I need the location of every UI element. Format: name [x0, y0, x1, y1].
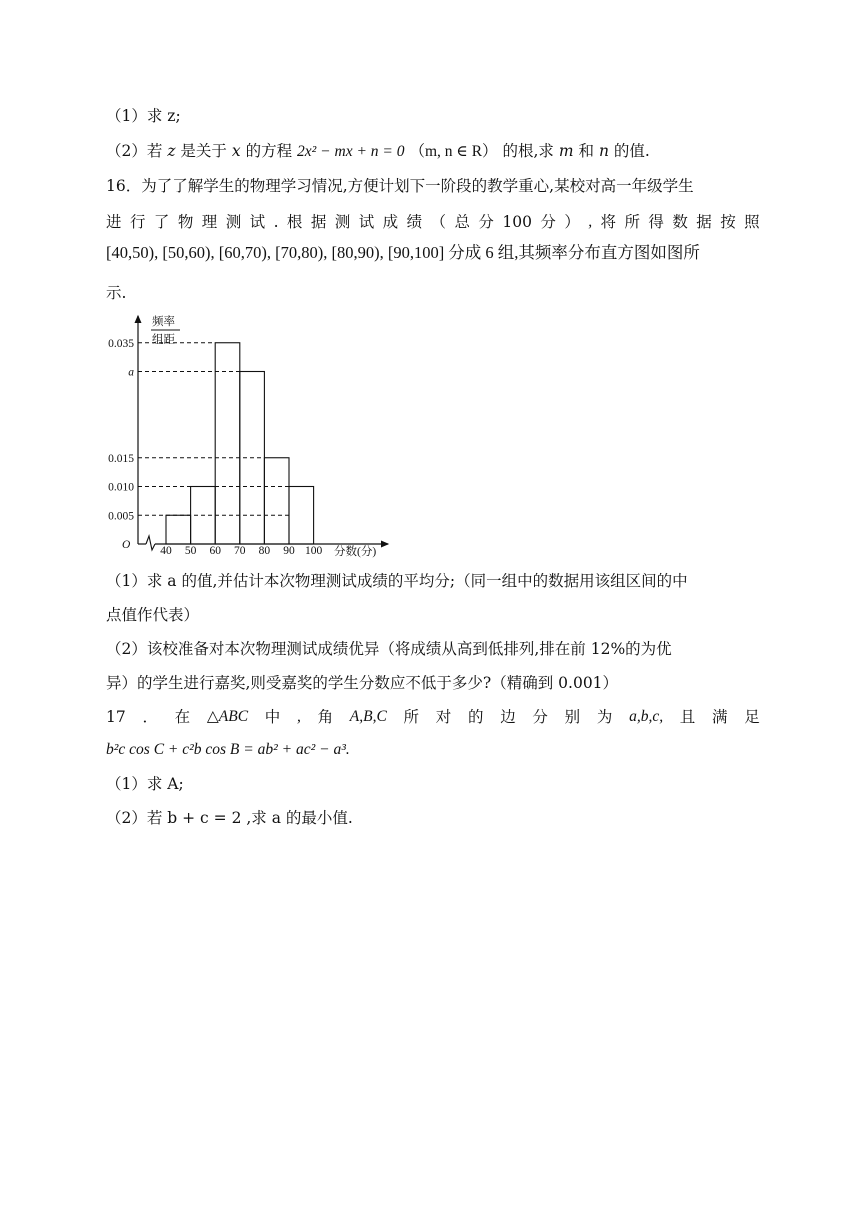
q15-part2-text-a: （2）若 — [106, 142, 163, 160]
q15-part2-text-b: 是关于 — [180, 142, 227, 160]
q15-condition: （m, n ∈ R） — [409, 143, 498, 160]
q17-part1: （1）求 A; — [106, 775, 184, 793]
q17-line1-word: 对 — [435, 708, 452, 726]
x-tick-label: 40 — [160, 545, 172, 557]
q17-part2: （2）若 b + c = 2 ,求 a 的最小值. — [106, 809, 353, 827]
q16-line2-word: . — [273, 213, 279, 231]
q16-line2-word: 根 — [286, 213, 303, 231]
q16-line2-word: 将 — [600, 213, 617, 231]
q17-line1-word: 且 — [679, 708, 696, 726]
q15-part2-text-f: 的值. — [613, 142, 650, 160]
ylabel-top: 频率 — [152, 316, 175, 328]
q16-line2-word: 测 — [225, 213, 242, 231]
histogram-bar — [289, 487, 314, 545]
q16-line1: 16．为了了解学生的物理学习情况,方便计划下一阶段的教学重心,某校对高一年级学生 — [106, 177, 694, 195]
var-z: z — [167, 142, 176, 160]
q16-line2-word: 照 — [744, 213, 760, 231]
y-tick-label: 0.005 — [108, 510, 134, 523]
q15-part2-text-d: 的根,求 — [502, 142, 554, 160]
q16-line2-word: 成 — [382, 213, 399, 231]
y-tick-labels — [108, 338, 134, 523]
q16-line2-word: 绩 — [406, 213, 423, 231]
q16-line2-word: 试 — [249, 213, 266, 231]
q17-line1-word: 在 — [174, 708, 191, 726]
q17-line1-word: A,B,C — [349, 708, 387, 725]
xlabel: 分数(分) — [334, 546, 377, 558]
q17-line1-word: 角 — [317, 708, 334, 726]
q16-part2-a: （2）该校准备对本次物理测试成绩优异（将成绩从高到低排列,排在前 12%的为优 — [106, 640, 672, 658]
y-tick-label: 0.035 — [108, 337, 134, 350]
q16-line2-word: 总 — [454, 213, 470, 231]
q16-line2-word: 据 — [310, 213, 327, 231]
q16-line2-word: ） — [564, 213, 580, 231]
q16-line4: 示. — [106, 284, 127, 302]
q17-line1 — [106, 707, 760, 727]
q17-line1-word: 的 — [467, 708, 484, 726]
q15-part2-text-c: 的方程 — [245, 142, 293, 160]
q16-intervals: [40,50), [50,60), [60,70), [70,80), [80,90), [90,100] 分成 6 组,其频率分布直方图如图所 — [106, 243, 700, 262]
x-tick-label: 80 — [258, 545, 271, 557]
q16-line2-word: （ — [430, 213, 447, 231]
q16-line2-word: 进 — [106, 213, 122, 231]
q17-line1-word: a,b,c, — [629, 708, 664, 725]
y-tick-label: 0.010 — [108, 481, 134, 494]
q16-line2-word: 分 — [540, 213, 556, 231]
q16-part1-b: 点值作代表） — [106, 606, 200, 624]
q16-line2-word: 理 — [201, 213, 218, 231]
q16-line2-word: 100 — [502, 213, 532, 231]
x-tick-label: 50 — [184, 545, 197, 557]
var-x: x — [231, 142, 241, 160]
x-tick-label: 70 — [234, 545, 246, 557]
q17-line1-word: , — [297, 708, 301, 725]
axis-break-icon — [146, 536, 155, 550]
q16-line2 — [106, 212, 760, 232]
q16-line2-word: 数 — [672, 213, 688, 231]
x-tick-label: 60 — [209, 545, 221, 557]
q17-line1-word: 别 — [564, 708, 581, 726]
q16-line2-word: 物 — [177, 213, 194, 231]
q16-line2-word: 分 — [478, 213, 494, 231]
q16-line2-word: 行 — [129, 213, 146, 231]
q16-part2-b: 异）的学生进行嘉奖,则受嘉奖的学生分数应不低于多少?（精确到 0.001） — [106, 674, 619, 692]
q16-line2-word: , — [588, 213, 593, 230]
q17-line1-word: △ABC — [206, 708, 249, 725]
q17-line1-word: 满 — [712, 708, 728, 726]
q17-line1-word: 边 — [500, 708, 516, 726]
q16-line2-word: 据 — [696, 213, 712, 231]
var-n: n — [598, 142, 609, 160]
reference-dashes — [138, 343, 289, 516]
q16-line2-word: 了 — [153, 213, 170, 231]
frequency-histogram — [100, 312, 400, 562]
x-tick-labels — [160, 545, 322, 557]
q17-line1-word: 分 — [532, 708, 548, 726]
q15-part2-text-e: 和 — [578, 142, 595, 160]
q15-equation: 2x² − mx + n = 0 — [297, 143, 405, 160]
x-tick-label: 100 — [304, 545, 323, 557]
histogram-bars — [166, 343, 314, 544]
var-m: m — [558, 142, 574, 160]
q16-line2-word: 得 — [648, 213, 664, 231]
histogram-bar — [215, 343, 240, 544]
ylabel-bottom: 组距 — [152, 334, 175, 346]
x-tick-label: 90 — [283, 545, 295, 557]
q16-line2-word: 所 — [624, 213, 640, 231]
q17-line1-word: 中 — [264, 708, 281, 726]
q15-part1: （1）求 z; — [106, 107, 181, 125]
q17-line1-word: 所 — [403, 708, 420, 726]
q16-line2-word: 按 — [720, 213, 736, 231]
origin-label: O — [122, 539, 131, 551]
q15-part2 — [106, 141, 760, 162]
q16-part1-a: （1）求 a 的值,并估计本次物理测试成绩的平均分;（同一组中的数据用该组区间的中 — [106, 572, 688, 590]
q17-condition: b²c cos C + c²b cos B = ab² + ac² − a³. — [106, 741, 350, 758]
histogram-bar — [166, 515, 191, 544]
q17-line1-word: ． — [142, 708, 158, 726]
q17-line1-word: 足 — [744, 708, 760, 726]
q16-line2-word: 测 — [334, 213, 351, 231]
y-tick-label: 0.015 — [108, 452, 134, 465]
q17-line1-word: 为 — [596, 708, 613, 726]
y-tick-label: a — [128, 366, 134, 379]
histogram-bar — [264, 458, 289, 544]
q16-line2-word: 试 — [358, 213, 375, 231]
q17-line1-word: 17 — [106, 708, 126, 726]
